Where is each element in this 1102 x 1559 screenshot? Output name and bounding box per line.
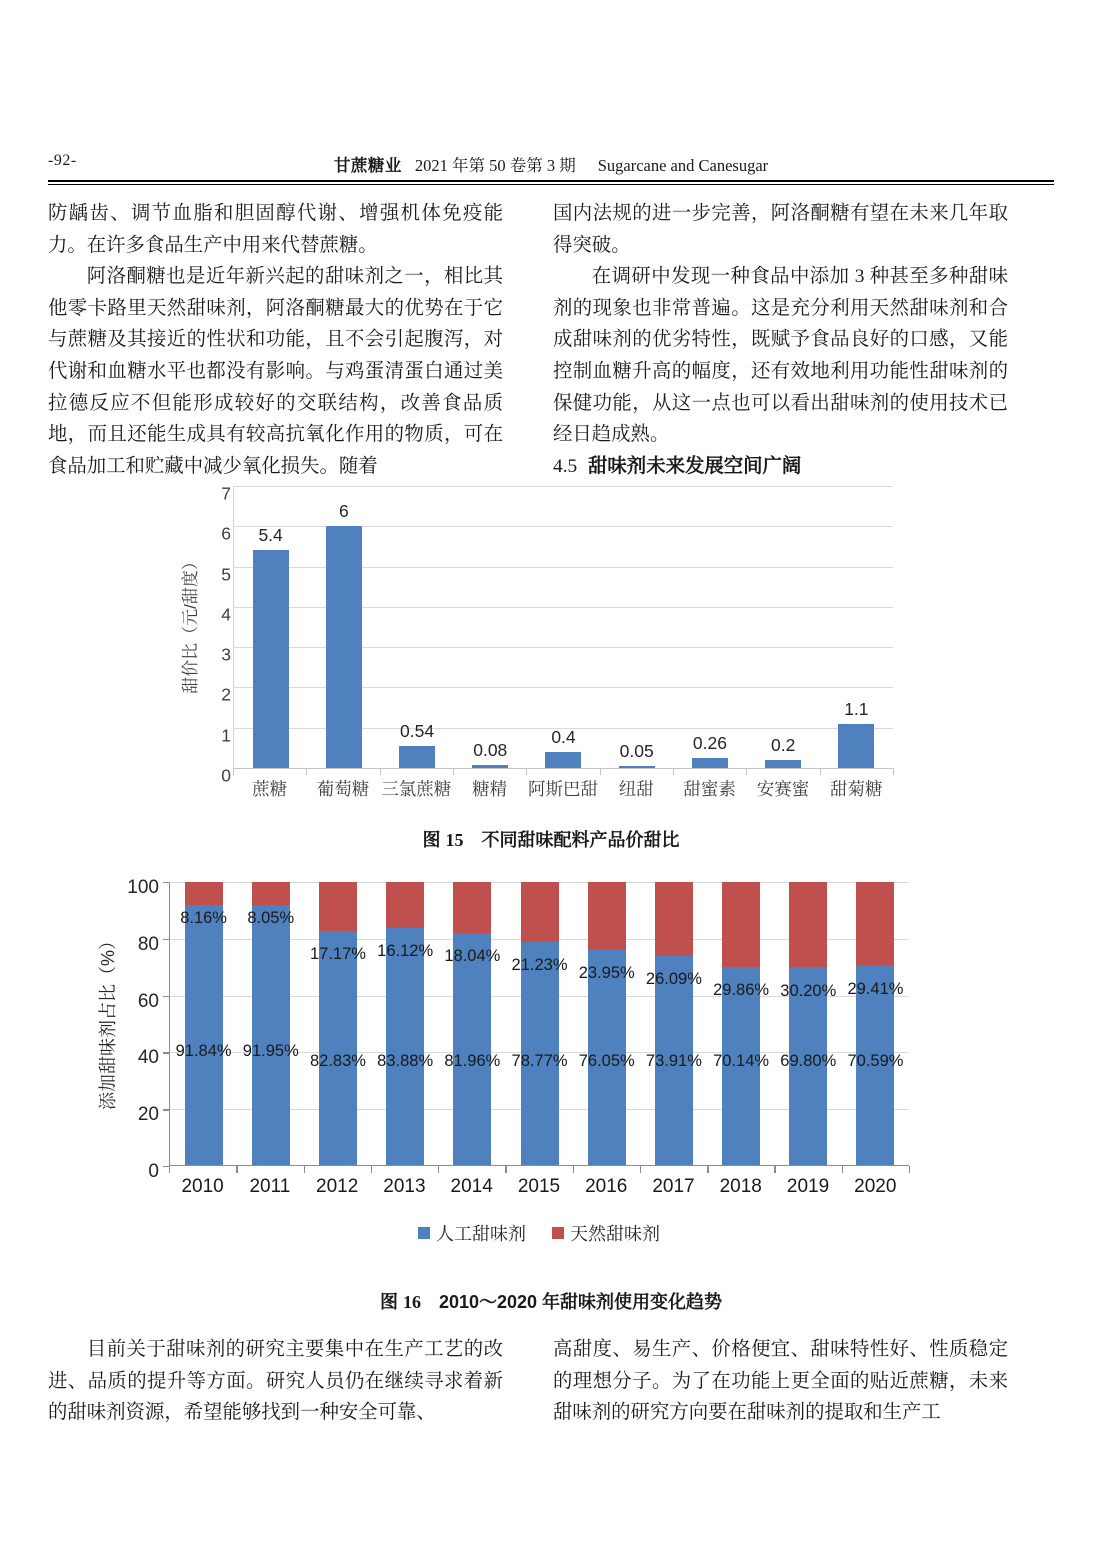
fig15-x-tick-label: 甜蜜素 [683,779,736,799]
fig16-data-label-artificial: 91.84% [175,1042,232,1061]
fig16-x-tickmark [573,1166,574,1173]
fig16-segment-natural [856,882,894,965]
fig15-x-tickmark [306,768,307,775]
fig15-x-tick-label: 三氯蔗糖 [381,779,452,799]
fig15-x-tick-label: 纽甜 [618,779,654,799]
fig15-bar-cell [820,486,893,768]
fig15-x-tickmark [380,768,381,775]
fig15-x-tickmark [673,768,674,775]
journal-name-en: Sugarcane and Canesugar [597,156,769,175]
fig16-y-tick-label: 100 [127,877,159,898]
fig16-legend-swatch [418,1227,430,1239]
fig15-bar-cell [454,486,527,768]
fig15-bar [399,746,435,768]
fig15-y-tick-label: 0 [221,765,231,786]
fig15-x-tickmark [746,768,747,775]
fig16-legend [169,1220,909,1246]
fig16-y-tick-label: 40 [137,1047,159,1069]
fig15-x-tickmark [526,768,527,775]
fig16-data-label-artificial: 73.91% [645,1052,702,1071]
body-column-top-left [48,198,503,482]
fig16-bar-cell [170,882,237,1165]
fig16-legend-item [418,1220,526,1246]
fig16-x-tickmark [909,1166,910,1173]
section-title: 甜味剂未来发展空间广阔 [588,454,802,477]
fig16-bar-cell [439,882,506,1165]
fig15-y-tick-label: 7 [221,483,231,504]
fig16-bar-cell [372,882,439,1165]
fig16-y-axis-ticks [119,877,159,1182]
fig16-stack [655,882,693,1165]
paragraph: 国内法规的进一步完善，阿洛酮糖有望在未来几年取得突破。 [553,203,1008,256]
figure-16-chart [95,876,915,1266]
fig15-data-label: 0.08 [473,739,508,760]
header-title-line [48,152,1054,176]
journal-issue: 2021 年第 50 卷第 3 期 [414,156,576,175]
fig15-bar-cell [380,486,453,768]
fig16-data-label-natural: 8.16% [180,909,227,928]
fig15-x-tick-label: 葡萄糖 [316,779,370,799]
fig15-bar [765,760,801,768]
fig15-bar [253,550,289,768]
fig16-legend-item [552,1220,660,1246]
fig16-segment-artificial [252,905,290,1165]
fig15-bar-cell [673,486,746,768]
fig16-segment-artificial [185,905,223,1165]
fig15-data-label: 0.2 [770,734,796,755]
fig16-segment-natural [252,882,290,905]
figure-15-title: 不同甜味配料产品价甜比 [481,830,680,850]
fig16-legend-swatch [552,1227,564,1239]
fig16-legend-label: 天然甜味剂 [570,1224,660,1244]
fig15-x-tick-label: 安赛蜜 [756,779,810,799]
running-header [48,152,1054,186]
fig16-data-label-natural: 23.95% [578,964,635,983]
fig15-bar-cell [234,486,307,768]
fig16-x-tick-label: 2010 [181,1176,224,1197]
fig16-segment-natural [588,882,626,950]
fig16-x-tick-label: 2019 [786,1176,830,1197]
fig16-segment-natural [319,882,357,931]
figure-15-label: 图 [422,830,441,850]
fig15-bar-cell [307,486,380,768]
fig16-data-label-natural: 29.41% [847,979,904,998]
fig15-y-tick-label: 4 [221,604,231,625]
fig16-y-tick-label: 0 [148,1161,159,1182]
fig16-stack [453,882,491,1165]
fig16-data-label-natural: 21.23% [511,956,568,975]
fig16-bar-cell [506,882,573,1165]
fig16-data-label-natural: 30.20% [780,981,837,1000]
fig16-stack [386,882,424,1165]
fig16-x-tickmark [304,1166,305,1173]
fig16-data-label-natural: 18.04% [444,947,501,966]
fig16-bar-cell [640,882,707,1165]
fig15-bar-cell [527,486,600,768]
fig15-y-tick-label: 3 [221,644,231,665]
fig15-x-tickmark [820,768,821,775]
fig16-x-tickmark [640,1166,641,1173]
fig15-plot-area [233,486,893,768]
figure-15-chart [175,478,895,810]
fig16-segment-natural [185,882,223,905]
fig16-legend-label: 人工甜味剂 [436,1224,526,1244]
fig15-data-label: 0.4 [551,726,576,747]
fig16-data-label-natural: 16.12% [377,941,434,960]
fig16-x-tickmark [707,1166,708,1173]
paragraph: 目前关于甜味剂的研究主要集中在生产工艺的改进、品质的提升等方面。研究人员仍在继续寻求着新的甜味剂资源，希望能够找到一种安全可靠、 [48,1339,503,1424]
fig16-segment-natural [386,882,424,928]
fig16-data-label-artificial: 70.14% [713,1052,770,1071]
fig16-segment-natural [722,882,760,967]
fig15-bar-cell [747,486,820,768]
fig15-x-tickmark [600,768,601,775]
header-divider-rules [48,180,1054,185]
fig16-x-axis-tickmarks [169,1166,909,1173]
fig16-stack [789,882,827,1165]
fig16-data-label-artificial: 81.96% [444,1052,501,1071]
fig15-y-axis-label-text: 甜价比（元/甜度） [180,552,200,694]
figure-15-caption [48,826,1054,852]
fig16-data-label-artificial: 70.59% [847,1052,904,1071]
fig16-plot-area [169,882,909,1166]
fig15-x-tick-label: 甜菊糖 [830,779,883,799]
body-column-top-right [553,198,1008,482]
fig16-stack [521,882,559,1165]
fig16-stacked-bar-series [170,882,909,1165]
fig15-x-tickmark [893,768,894,775]
fig16-data-label-artificial: 91.95% [242,1042,299,1061]
fig16-segment-natural [453,882,491,933]
fig15-data-label: 6 [338,501,349,522]
fig16-y-tick-label: 60 [137,990,159,1012]
journal-name-zh: 甘蔗糖业 [333,156,402,175]
fig16-bar-cell [237,882,304,1165]
fig16-x-tickmark [169,1166,170,1173]
fig16-segment-natural [789,882,827,967]
fig15-y-tick-label: 6 [221,523,231,544]
fig16-x-tickmark [774,1166,775,1173]
fig15-y-axis-ticks [197,483,231,786]
fig15-bar [545,752,581,768]
fig16-x-tickmark [371,1166,372,1173]
fig16-x-tick-label: 2016 [585,1176,628,1197]
fig16-y-tick-label: 80 [137,933,159,955]
body-column-bottom-right [553,1334,1008,1429]
fig16-segment-natural [655,882,693,956]
fig16-x-axis-labels [169,1176,909,1198]
fig16-data-label-natural: 17.17% [309,944,366,963]
fig16-x-tickmark [505,1166,506,1173]
fig15-data-label: 0.26 [692,732,727,753]
fig16-bar-cell [775,882,842,1165]
fig15-data-label: 0.05 [619,740,654,761]
fig16-data-label-artificial: 76.05% [578,1052,635,1071]
fig16-x-tickmark [842,1166,843,1173]
fig16-x-tick-label: 2020 [854,1176,897,1197]
figure-16-title: 2010～2020 年甜味剂使用变化趋势 [438,1292,723,1312]
fig16-x-tick-label: 2018 [719,1176,762,1197]
fig16-data-label-natural: 29.86% [713,980,770,999]
fig15-x-axis-tickmarks [233,768,893,775]
fig16-x-tick-label: 2013 [383,1176,426,1197]
paragraph: 在调研中发现一种食品中添加 3 种甚至多种甜味剂的现象也非常普遍。这是充分利用天然甜味剂和合成甜味剂的优劣特性，既赋予食品良好的口感，又能控制血糖升高的幅度，还有效地利用功能性甜味剂的保健功能，从这一点也可以看出甜味剂的使用技术已经日趋成熟。 [553,266,1008,446]
fig16-stack [856,882,894,1165]
fig15-x-tick-label: 糖精 [472,779,508,799]
fig16-bar-cell [573,882,640,1165]
fig15-y-tick-label: 2 [221,684,231,705]
fig16-data-label-artificial: 69.80% [780,1052,837,1071]
figure-16-number: 16 [402,1292,421,1312]
fig16-stack [319,882,357,1165]
fig15-x-tick-label: 阿斯巴甜 [527,779,598,799]
fig16-y-tick-label: 20 [137,1104,159,1126]
fig16-x-tick-label: 2012 [316,1176,359,1197]
fig15-bar-series [234,486,893,768]
paragraph: 高甜度、易生产、价格便宜、甜味特性好、性质稳定的理想分子。为了在功能上更全面的贴近蔗糖，未来甜味剂的研究方向要在甜味剂的提取和生产工 [553,1339,1008,1424]
fig15-y-tick-label: 5 [221,564,231,585]
paragraph: 防龋齿、调节血脂和胆固醇代谢、增强机体免疫能力。在许多食品生产中用来代替蔗糖。 [48,203,503,256]
fig16-segment-natural [521,882,559,942]
figure-16-label: 图 [379,1292,398,1312]
fig16-data-label-natural: 26.09% [645,970,702,989]
fig15-bar [326,526,362,768]
fig15-data-label: 1.1 [844,698,869,719]
fig15-data-label: 0.54 [400,721,435,742]
fig16-bar-cell [708,882,775,1165]
fig16-x-tick-label: 2011 [249,1176,291,1197]
fig16-bar-cell [842,882,909,1165]
fig16-stack [588,882,626,1165]
fig16-x-tick-label: 2017 [652,1176,695,1197]
fig15-data-label: 5.4 [258,525,283,546]
fig15-x-tick-label: 蔗糖 [252,779,288,799]
section-number: 4.5 [553,455,578,477]
body-column-bottom-left [48,1334,503,1429]
fig16-y-axis-label-text: 添加甜味剂占比（%） [98,931,119,1111]
page-number: -92- [48,152,77,169]
fig15-bar [692,758,728,768]
fig15-x-tickmark [453,768,454,775]
paragraph: 阿洛酮糖也是近年新兴起的甜味剂之一，相比其他零卡路里天然甜味剂，阿洛酮糖最大的优势在于它与蔗糖及其接近的性状和功能，且不会引起腹泻，对代谢和血糖水平也都没有影响。与鸡蛋清蛋白通过美拉德反应不但能形成较好的交联结构，改善食品质地，而且还能生成具有较高抗氧化作用的物质，可在食品加工和贮藏中减少氧化损失。随着 [48,266,503,477]
fig16-x-tick-label: 2015 [517,1176,561,1197]
fig16-segment-artificial [453,933,491,1165]
fig16-bar-cell [304,882,371,1165]
fig16-data-label-artificial: 82.83% [309,1052,366,1071]
fig16-segment-artificial [319,931,357,1165]
figure-16-caption [48,1288,1054,1314]
fig16-x-tickmark [236,1166,237,1173]
fig16-data-label-artificial: 78.77% [511,1052,568,1071]
fig15-bar-cell [600,486,673,768]
fig16-data-label-artificial: 83.88% [377,1052,434,1071]
fig16-stack [722,882,760,1165]
fig16-segment-artificial [386,928,424,1165]
fig16-data-label-natural: 8.05% [247,908,295,927]
fig15-bar [838,724,874,768]
fig16-x-tickmark [438,1166,439,1173]
fig15-y-tick-label: 1 [221,725,231,746]
fig15-x-axis-labels [233,776,893,801]
fig15-x-tickmark [233,768,234,775]
figure-15-number: 15 [445,830,464,850]
fig16-x-tick-label: 2014 [450,1176,493,1197]
